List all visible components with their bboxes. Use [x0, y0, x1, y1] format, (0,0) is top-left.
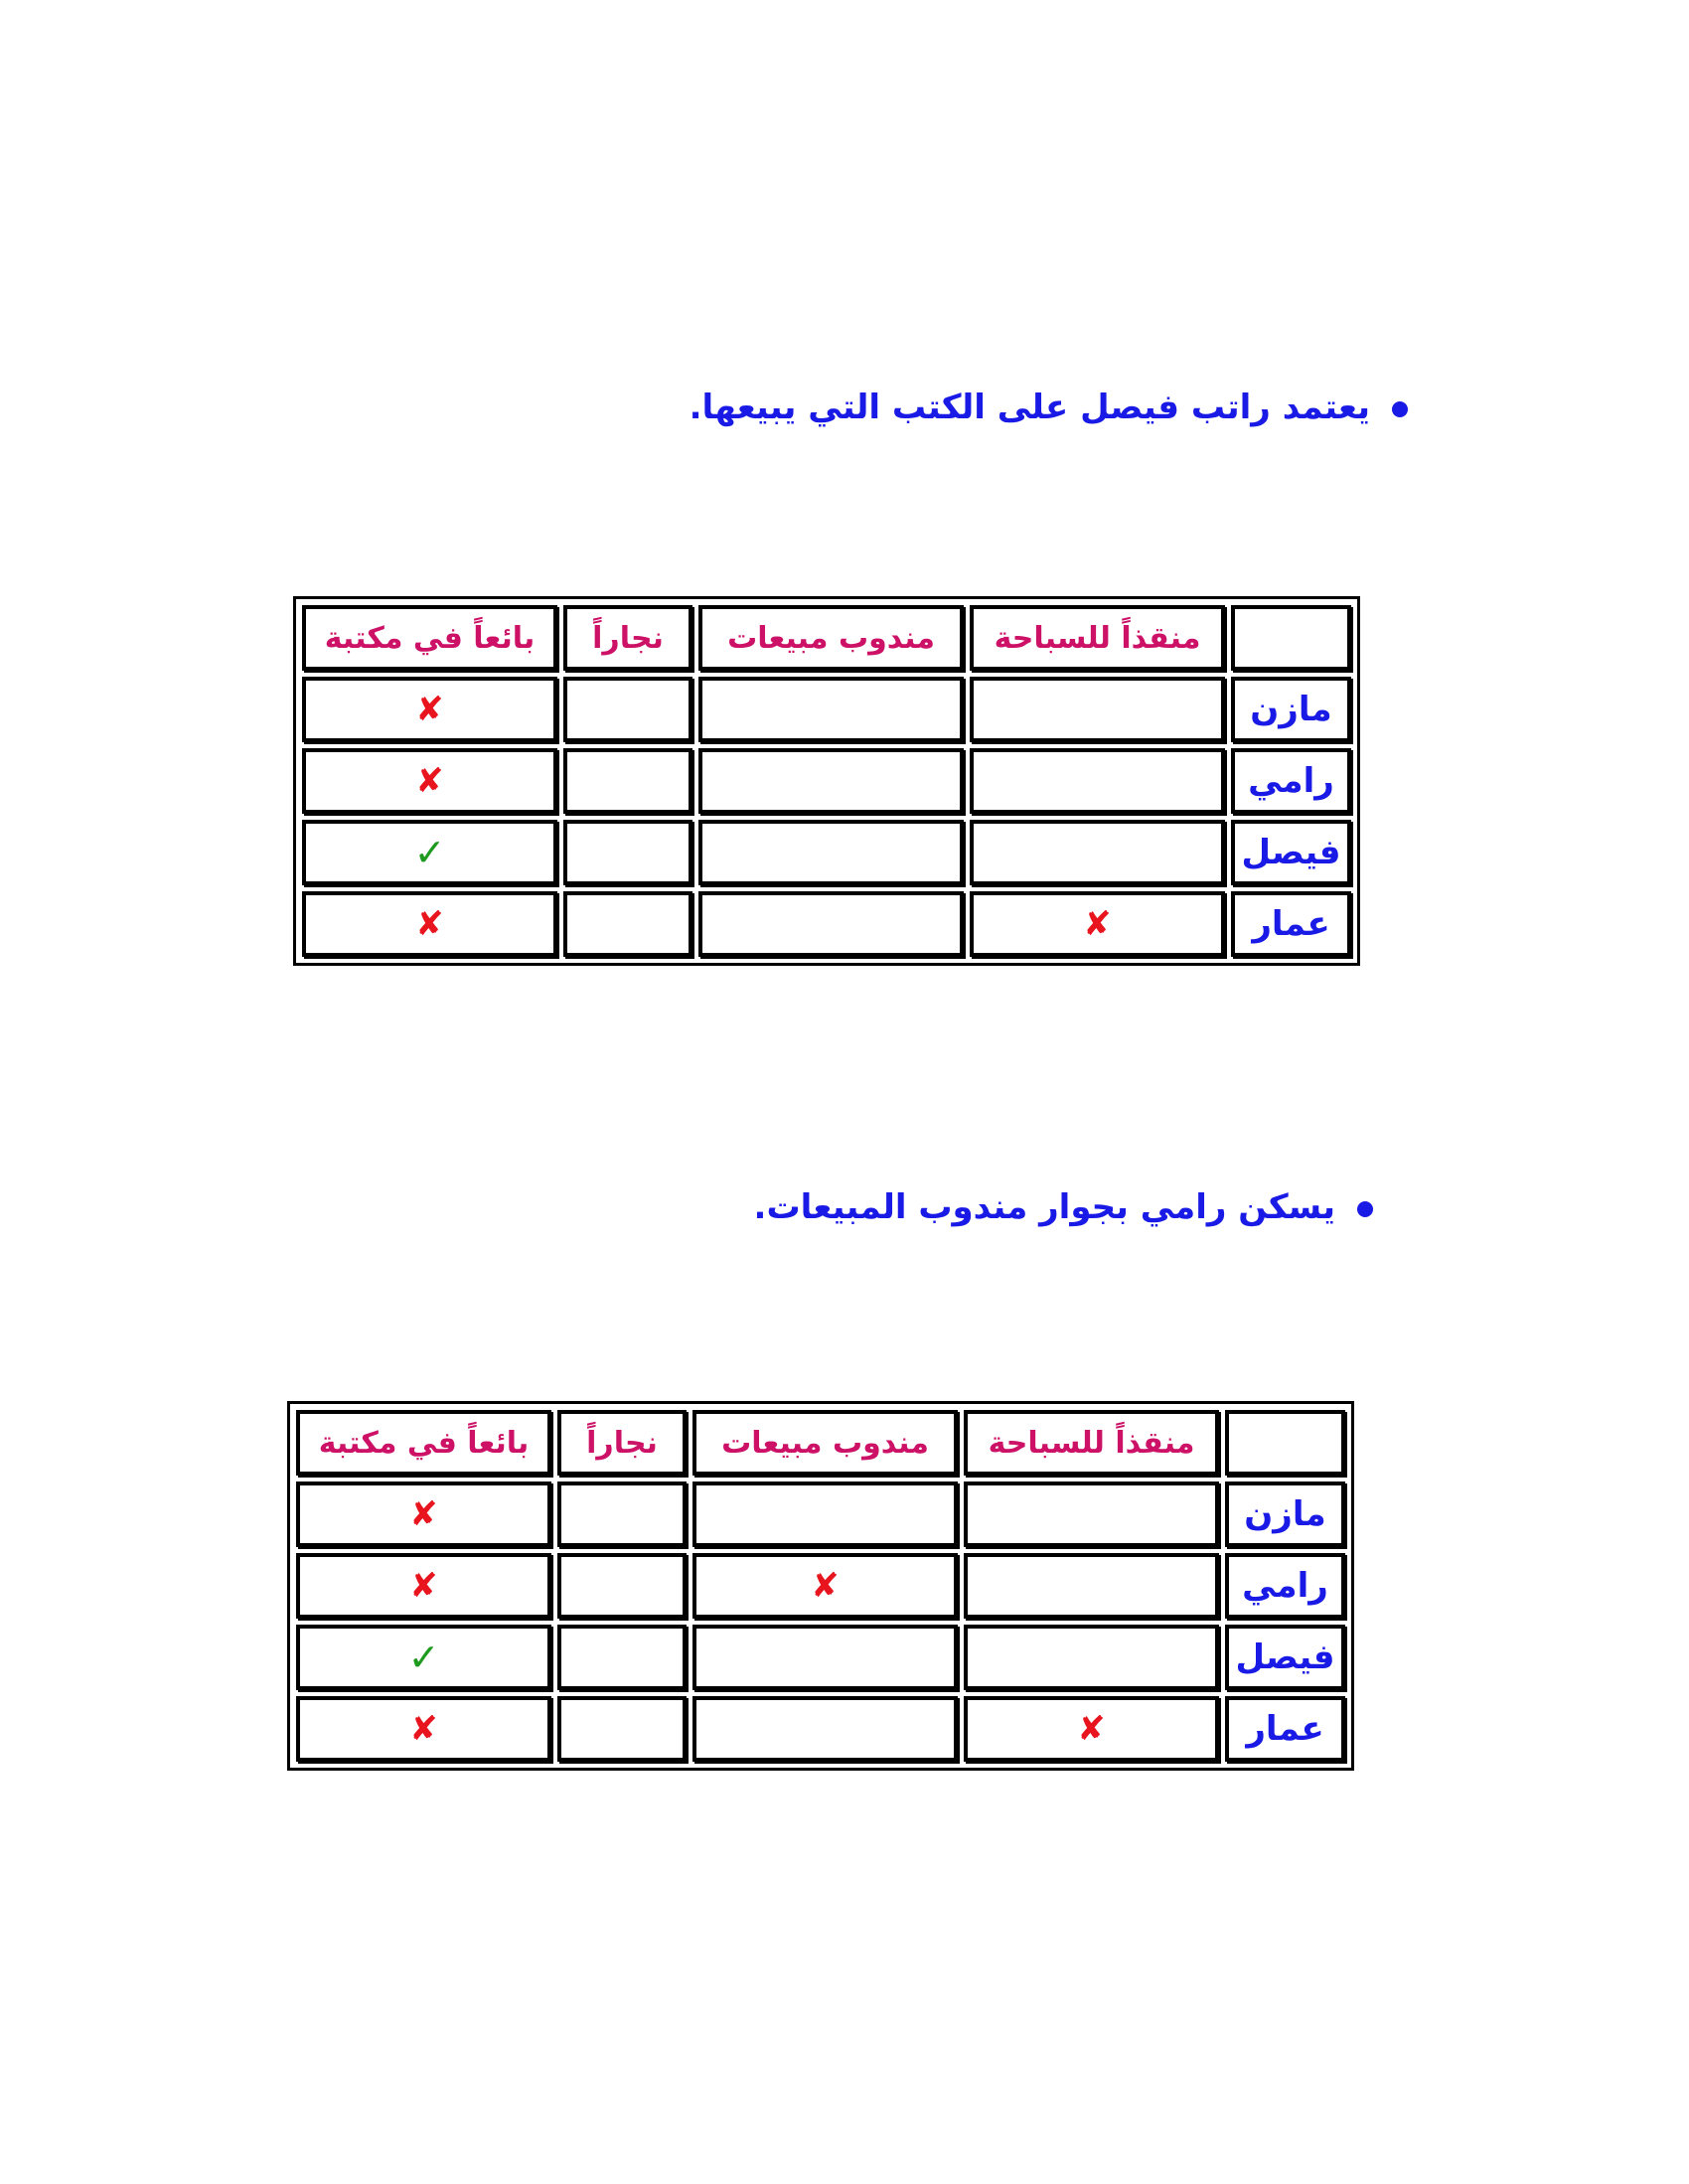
grid-cell[interactable] [964, 1553, 1219, 1619]
grid-cell[interactable] [296, 1482, 551, 1547]
cross-mark-icon: ✘ [415, 761, 444, 801]
column-header: بائعاً في مكتبة [296, 1410, 551, 1476]
grid-row [296, 1553, 1345, 1619]
column-header: مندوب مبيعات [692, 1410, 958, 1476]
grid-row [296, 1625, 1345, 1690]
grid-cell[interactable] [698, 677, 964, 742]
row-header: عمار [1231, 891, 1351, 957]
cross-mark-icon: ✘ [1083, 904, 1112, 944]
clue-1-text: يعتمد راتب فيصل على الكتب التي يبيعها. [689, 388, 1370, 427]
grid-cell[interactable] [698, 820, 964, 885]
grid-cell[interactable] [302, 748, 557, 814]
grid-cell[interactable] [557, 1482, 687, 1547]
grid-header-row [296, 1410, 1345, 1476]
row-header: رامي [1225, 1553, 1345, 1619]
grid-cell[interactable] [296, 1553, 551, 1619]
grid-cell[interactable] [692, 1482, 958, 1547]
grid-cell[interactable] [302, 820, 557, 885]
check-mark-icon: ✓ [413, 831, 446, 874]
grid-cell[interactable] [563, 820, 692, 885]
cross-mark-icon: ✘ [1077, 1709, 1106, 1749]
column-header: منقذاً للسباحة [970, 605, 1225, 671]
grid-header-row [302, 605, 1351, 671]
grid-cell[interactable] [296, 1696, 551, 1762]
grid-cell[interactable] [698, 891, 964, 957]
column-header: مندوب مبيعات [698, 605, 964, 671]
grid-cell[interactable] [557, 1625, 687, 1690]
row-header: مازن [1225, 1482, 1345, 1547]
grid-cell[interactable] [970, 820, 1225, 885]
grid-row [302, 891, 1351, 957]
column-header: نجاراً [557, 1410, 687, 1476]
bullet-icon [1392, 401, 1408, 417]
grid-row [296, 1696, 1345, 1762]
column-header: نجاراً [563, 605, 692, 671]
cross-mark-icon: ✘ [811, 1566, 840, 1606]
clue-2-text: يسكن رامي بجوار مندوب المبيعات. [753, 1187, 1335, 1227]
grid-cell[interactable] [302, 891, 557, 957]
grid-corner-cell [1225, 1410, 1345, 1476]
grid-cell[interactable] [302, 677, 557, 742]
grid-cell[interactable] [692, 1696, 958, 1762]
grid-cell[interactable] [557, 1553, 687, 1619]
grid-cell[interactable] [970, 748, 1225, 814]
grid-cell[interactable] [563, 677, 692, 742]
grid-cell[interactable] [964, 1696, 1219, 1762]
cross-mark-icon: ✘ [415, 904, 444, 944]
cross-mark-icon: ✘ [409, 1566, 438, 1606]
bullet-icon [1357, 1201, 1373, 1217]
logic-grid-1 [293, 596, 1360, 966]
grid-row [296, 1482, 1345, 1547]
grid-row [302, 677, 1351, 742]
grid-cell[interactable] [964, 1625, 1219, 1690]
grid-cell[interactable] [970, 891, 1225, 957]
grid-cell[interactable] [692, 1625, 958, 1690]
grid-cell[interactable] [557, 1696, 687, 1762]
cross-mark-icon: ✘ [415, 690, 444, 729]
row-header: عمار [1225, 1696, 1345, 1762]
grid-cell[interactable] [698, 748, 964, 814]
grid-row [302, 820, 1351, 885]
logic-grid-2 [287, 1401, 1354, 1771]
grid-cell[interactable] [296, 1625, 551, 1690]
row-header: فيصل [1225, 1625, 1345, 1690]
row-header: رامي [1231, 748, 1351, 814]
grid-cell[interactable] [563, 891, 692, 957]
grid-corner-cell [1231, 605, 1351, 671]
grid-cell[interactable] [563, 748, 692, 814]
check-mark-icon: ✓ [407, 1636, 440, 1679]
column-header: بائعاً في مكتبة [302, 605, 557, 671]
grid-row [302, 748, 1351, 814]
row-header: مازن [1231, 677, 1351, 742]
grid-cell[interactable] [692, 1553, 958, 1619]
cross-mark-icon: ✘ [409, 1494, 438, 1534]
column-header: منقذاً للسباحة [964, 1410, 1219, 1476]
clue-1 [690, 388, 1408, 427]
cross-mark-icon: ✘ [409, 1709, 438, 1749]
grid-cell[interactable] [970, 677, 1225, 742]
row-header: فيصل [1231, 820, 1351, 885]
grid-cell[interactable] [964, 1482, 1219, 1547]
clue-2 [754, 1187, 1373, 1227]
